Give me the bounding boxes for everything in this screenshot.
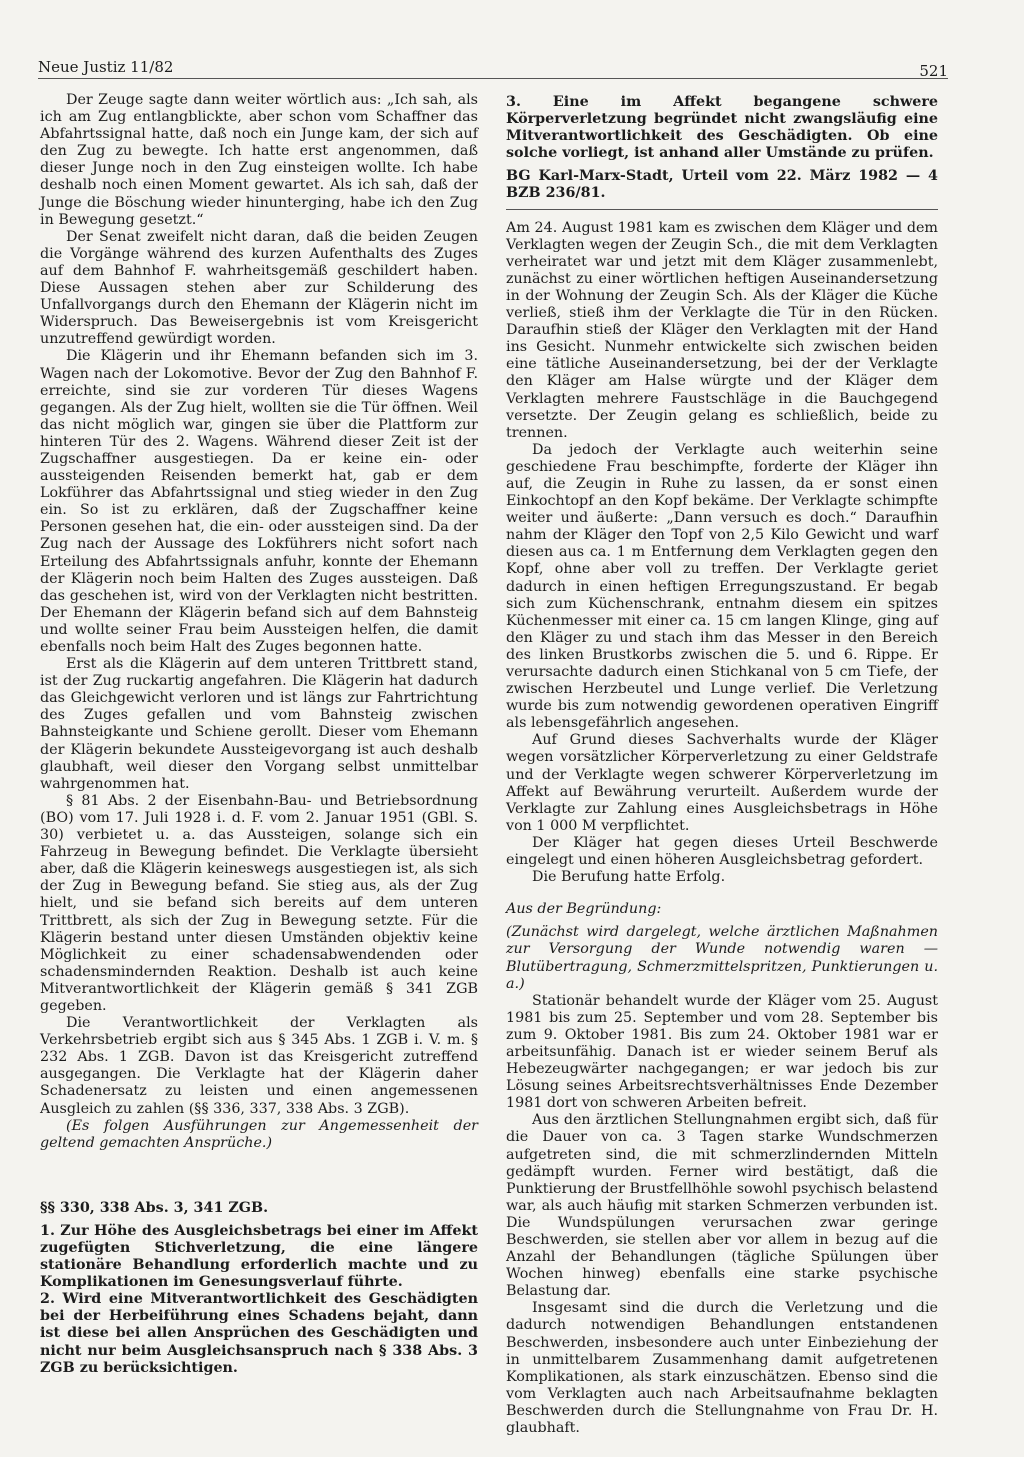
body-paragraph: Aus den ärztlichen Stellungnahmen ergibt sich, daß für die Dauer von ca. 3 Tagen starke Wundschmerzen aufgetreten sind, die mit schmerzlindernden Mitteln gedämpft wurden. Ferner wird bestätigt, daß die Punktierung der Brustfellhöhle sowohl psychisch belastend war, als auch häufig mit starken Schmerzen verbunden ist. Die Wundspülungen verursachen zwar geringe Beschwerden, sie stellen aber vor allem in bezug auf die Anzahl der Behandlungen (tägliche Spülungen über Wochen hinweg) ebenfalls eine starke psychische Belastung dar.	[506, 1112, 938, 1300]
journal-title: Neue Justiz 11/82	[38, 58, 174, 76]
body-paragraph: Am 24. August 1981 kam es zwischen dem Kläger und dem Verklagten wegen der Zeugin Sch., die mit dem Verklagten verheiratet war und jetzt mit dem Kläger zusammenlebt, zunächst zu einer wörtlichen heftigen Auseinandersetzung in der Wohnung der Zeugin Sch. Als der Kläger die Küche verließ, stieß ihm der Verklagte die Tür in den Rücken. Daraufhin stieß der Kläger den Verklagten mit der Hand ins Gesicht. Nunmehr entwickelte sich zwischen beiden eine tätliche Auseinandersetzung, bei der der Verklagte den Kläger am Halse würgte und der Kläger dem Verklagten mehrere Faustschläge in die Bauchgegend versetzte. Der Zeugin gelang es schließlich, beide zu trennen.	[506, 219, 938, 441]
statute-heading: §§ 330, 338 Abs. 3, 341 ZGB.	[40, 1199, 269, 1216]
italic-note: (Es folgen Ausführungen zur Angemessenheit der geltend gemachten Ansprüche.)	[40, 1117, 478, 1151]
body-paragraph: Da jedoch der Verklagte auch weiterhin seine geschiedene Frau beschimpfte, forderte der Kläger ihn auf, die Zeugin in Ruhe zu lassen, da er sonst einen Einkochtopf an den Kopf bekäme. Der Verklagte schimpfte weiter und äußerte: „Dann versuch es doch.“ Daraufhin nahm der Kläger den Topf von 2,5 Kilo Gewicht und warf diesen aus ca. 1 m Entfernung dem Verklagten gegen den Kopf, ohne aber voll zu treffen. Der Verklagte geriet dadurch in einen heftigen Erregungszustand. Er begab sich zum Küchenschrank, entnahm diesem ein spitzes Küchenmesser mit einer ca. 15 cm langen Klinge, ging auf den Kläger zu und stach ihm das Messer in den Bereich des linken Brustkorbs zwischen die 5. und 6. Rippe. Er verursachte dadurch einen Stichkanal von 5 cm Tiefe, der zwischen Herzbeutel und Lunge verlief. Die Verletzung wurde bis zum notwendig gewordenen operativen Eingriff als lebensgefährlich angesehen.	[506, 441, 938, 732]
headnote: 3. Eine im Affekt begangene schwere Körperverletzung begründet nicht zwangsläufig eine Mitverantwortlichkeit des Geschädigten. Ob eine solche vorliegt, ist anhand aller Umstände zu prüfen.	[506, 94, 938, 162]
headnote: 2. Wird eine Mitverantwortlichkeit des Geschädigten bei der Herbeiführung eines Schadens bejaht, dann ist diese bei allen Ansprüchen des Geschädigten und nicht nur beim Ausgleichsanspruch nach § 338 Abs. 3 ZGB zu berücksichtigen.	[40, 1291, 478, 1376]
reasons-heading: Aus der Begründung:	[506, 901, 662, 918]
body-paragraph: Die Berufung hatte Erfolg.	[532, 869, 726, 886]
body-paragraph: Der Kläger hat gegen dieses Urteil Beschwerde eingelegt und einen höheren Ausgleichsbetrag gefordert.	[506, 834, 938, 869]
section-divider	[506, 209, 938, 210]
body-paragraph: Der Senat zweifelt nicht daran, daß die beiden Zeugen die Vorgänge während des kurzen Aufenthalts des Zuges auf dem Bahnhof F. wahrheitsgemäß geschildert haben. Diese Aussagen stehen aber zur Schilderung des Unfallvorgangs durch den Ehemann der Klägerin nicht im Widerspruch. Das Beweisergebnis ist vom Kreisgericht unzutreffend gewürdigt worden.	[40, 228, 478, 348]
case-citation: BG Karl-Marx-Stadt, Urteil vom 22. März 1982 — 4 BZB 236/81.	[506, 168, 938, 202]
body-paragraph: Erst als die Klägerin auf dem unteren Trittbrett stand, ist der Zug ruckartig angefahren. Die Klägerin hat dadurch das Gleichgewicht verloren und ist längs zur Fahrtrichtung des Zuges gefallen und vom Bahnsteig zwischen Bahnsteigkante und Schiene gerollt. Dieser vom Ehemann der Klägerin bekundete Aussteigevorgang ist auch deshalb glaubhaft, weil dieser den Vorgang selbst unmittelbar wahrgenommen hat.	[40, 656, 478, 792]
headnote: 1. Zur Höhe des Ausgleichsbetrags bei einer im Affekt zugefügten Stichverletzung, die eine längere stationäre Behandlung erforderlich machte und zu Komplikationen im Genesungsverlauf führte.	[40, 1222, 478, 1291]
left-column	[40, 92, 478, 1377]
body-paragraph: Insgesamt sind die durch die Verletzung und die dadurch notwendigen Behandlungen entstandenen Beschwerden, insbesondere auch unter Einbeziehung der in unmittelbarem Zusammenhang damit aufgetretenen Komplikationen, als stark einzuschätzen. Ebenso sind die vom Verklagten auch nach Arbeitsaufnahme beklagten Beschwerden durch die Stellungnahme von Frau Dr. H. glaubhaft.	[506, 1300, 938, 1437]
page-header	[38, 56, 948, 79]
page-number: 521	[919, 62, 948, 80]
right-column	[506, 94, 938, 1437]
body-paragraph: Die Klägerin und ihr Ehemann befanden sich im 3. Wagen nach der Lokomotive. Bevor der Zug den Bahnhof F. erreichte, sind sie zur vorderen Tür dieses Wagens gegangen. Als der Zug hielt, wollten sie die Tür öffnen. Weil das nicht möglich war, gingen sie über die Plattform zur hinteren Tür des 2. Wagens. Während dieser Zeit ist der Zugschaffner ausgestiegen. Da er keine ein- oder aussteigenden Reisenden bemerkt hat, gab er dem Lokführer das Abfahrtssignal und stieg wieder in den Zug ein. So ist zu erklären, daß der Zugschaffner keine Personen gesehen hat, die ein- oder aussteigen sind. Da der Zug nach der Aussage des Lokführers nicht sofort nach Erteilung des Abfahrtssignals anfuhr, konnte der Ehemann der Klägerin noch beim Halten des Zuges aussteigen. Daß das geschehen ist, wird von der Verklagten nicht bestritten. Der Ehemann der Klägerin befand sich auf dem Bahnsteig und wollte seiner Frau beim Aussteigen helfen, die damit ebenfalls noch beim Halt des Zuges begonnen hatte.	[40, 348, 478, 655]
body-paragraph: Die Verantwortlichkeit der Verklagten als Verkehrsbetrieb ergibt sich aus § 345 Abs. 1 ZGB i. V. m. § 232 Abs. 1 ZGB. Davon ist das Kreisgericht zutreffend ausgegangen. Die Verklagte hat der Klägerin daher Schadenersatz zu leisten und einen angemessenen Ausgleich zu zahlen (§§ 336, 337, 338 Abs. 3 ZGB).	[40, 1015, 478, 1117]
body-paragraph: Auf Grund dieses Sachverhalts wurde der Kläger wegen vorsätzlicher Körperverletzung zu einer Geldstrafe und der Verklagte wegen schwerer Körperverletzung im Affekt auf Bewährung verurteilt. Außerdem wurde der Verklagte zur Zahlung eines Ausgleichsbetrags in Höhe von 1 000 M verpflichtet.	[506, 732, 938, 834]
body-paragraph: Stationär behandelt wurde der Kläger vom 25. August 1981 bis zum 25. September und vom 28. September bis zum 9. Oktober 1981. Bis zum 24. Oktober 1981 war er arbeitsunfähig. Danach ist er wieder seinem Beruf als Hebezeugwärter nachgegangen; er war jedoch bis zur Lösung seines Arbeitsrechtsverhältnisses Ende Dezember 1981 dort von schweren Arbeiten befreit.	[506, 992, 938, 1112]
body-paragraph: Der Zeuge sagte dann weiter wörtlich aus: „Ich sah, als ich am Zug entlangblickte, aber schon vom Schaffner das Abfahrtssignal hatte, daß noch ein Junge kam, der sich auf den Zug zu bewegte. Ich hatte erst angenommen, daß dieser Junge noch in den Zug einsteigen wollte. Ich habe deshalb noch einen Moment gewartet. Als ich sah, daß der Junge die Böschung wieder hinunterging, habe ich den Zug in Bewegung gesetzt.“	[40, 92, 478, 228]
body-paragraph: § 81 Abs. 2 der Eisenbahn-Bau- und Betriebsordnung (BO) vom 17. Juli 1928 i. d. F. vom 2. Januar 1951 (GBl. S. 30) verbietet u. a. das Aussteigen, solange sich ein Fahrzeug in Bewegung befindet. Die Verklagte übersieht aber, daß die Klägerin keineswegs ausgestiegen ist, als sich der Zug in Bewegung befand. Sie stieg aus, als der Zug hielt, und sie befand sich bereits auf dem unteren Trittbrett, als sich der Zug in Bewegung setzte. Für die Klägerin bestand unter diesen Umständen objektiv keine Möglichkeit zu einer schadensabwendenden oder schadensmindernden Reaktion. Deshalb ist auch keine Mitverantwortlichkeit der Klägerin gemäß § 341 ZGB gegeben.	[40, 792, 478, 1014]
reasons-note: (Zunächst wird dargelegt, welche ärztlichen Maßnahmen zur Versorgung der Wunde notwendig waren — Blutübertragung, Schmerzmittelspritzen, Punktierungen u. a.)	[506, 924, 938, 992]
